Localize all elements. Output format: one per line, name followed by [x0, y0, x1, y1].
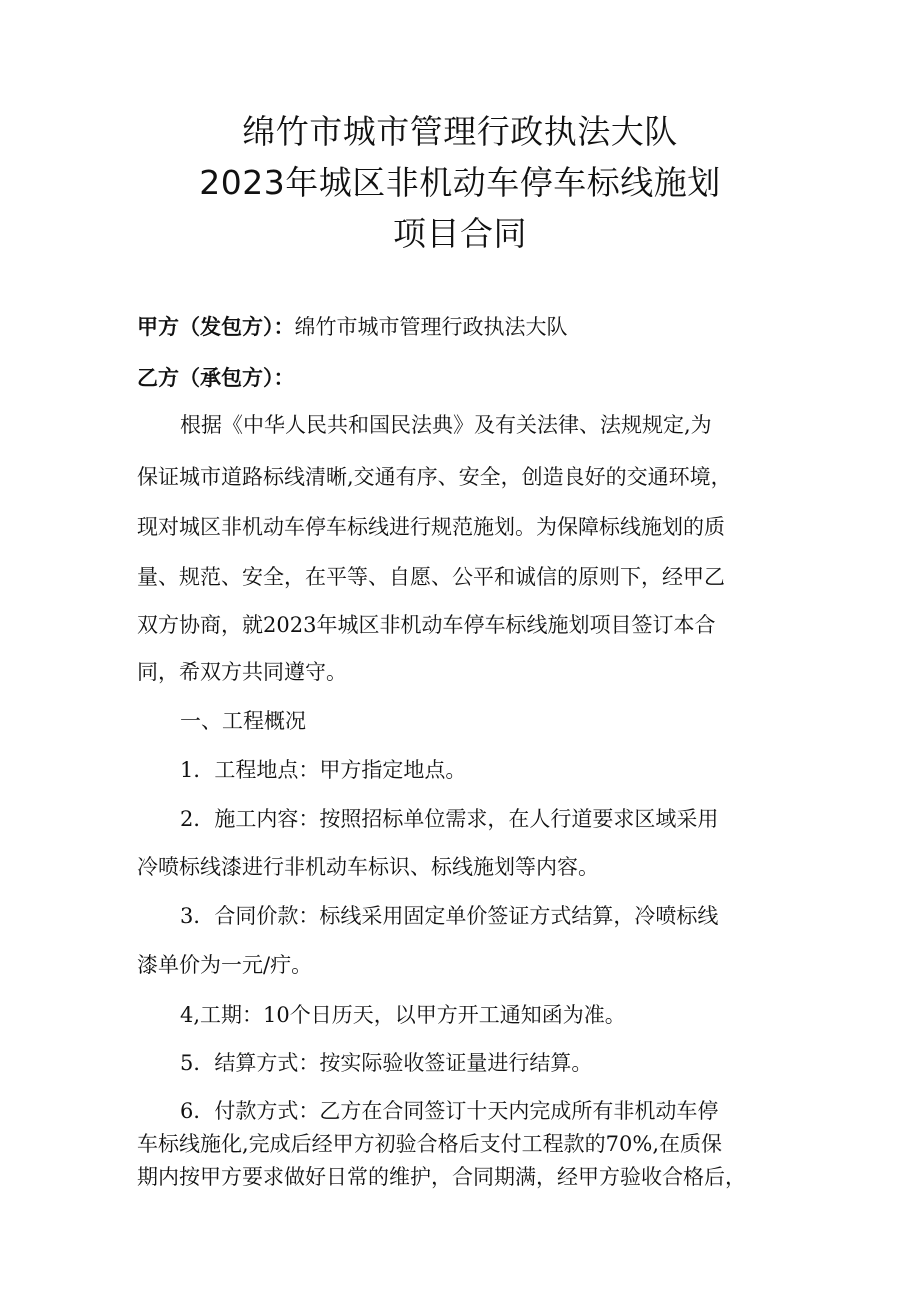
title-line-1: 绵竹市城市管理行政执法大队 — [242, 112, 678, 151]
party-a-value: 绵竹市城市管理行政执法大队 — [294, 315, 568, 339]
party-b — [137, 363, 295, 393]
clause-payment: 6．付款方式：乙方在合同签订十天内完成所有非机动车停 — [180, 1099, 719, 1123]
clause-price: 3．合同价款：标线采用固定单价签证方式结算，冷喷标线 — [180, 904, 719, 928]
party-b-label: 乙方（承包方）： — [137, 366, 295, 390]
clause-payment-cont: 车标线施化,完成后经甲方初验合格后支付工程款的70%,在质保 — [137, 1132, 723, 1156]
clause-price-cont: 漆单价为一元/疔。 — [137, 953, 313, 977]
preamble-line: 双方协商，就2023年城区非机动车停车标线施划项目签订本合 — [137, 613, 716, 637]
party-a-label: 甲方（发包方）： — [137, 315, 295, 339]
clause-payment-cont: 期内按甲方要求做好日常的维护，合同期满，经甲方验收合格后， — [137, 1165, 746, 1189]
section-heading: 一、工程概况 — [180, 709, 306, 733]
preamble-line: 保证城市道路标线清晰,交通有序、安全，创造良好的交通环境， — [137, 465, 732, 489]
clause-period: 4,工期：10个日历天，以甲方开工通知函为准。 — [180, 1003, 626, 1027]
title-line-3: 项目合同 — [393, 214, 527, 253]
clause-settlement: 5．结算方式：按实际验收签证量进行结算。 — [180, 1051, 593, 1075]
clause-content-cont: 冷喷标线漆进行非机动车标识、标线施划等内容。 — [137, 855, 599, 879]
party-a — [137, 312, 568, 342]
clause-content: 2．施工内容：按照招标单位需求，在人行道要求区域采用 — [180, 807, 719, 831]
title-line-2: 2023年城区非机动车停车标线施划 — [199, 163, 721, 202]
preamble-line: 根据《中华人民共和国民法典》及有关法律、法规规定,为 — [180, 413, 712, 437]
preamble-line: 现对城区非机动车停车标线进行规范施划。为保障标线施划的质 — [137, 515, 725, 539]
clause-location: 1．工程地点：甲方指定地点。 — [180, 758, 467, 782]
preamble-line: 同，希双方共同遵守。 — [137, 660, 347, 684]
preamble-line: 量、规范、安全，在平等、自愿、公平和诚信的原则下，经甲乙 — [137, 565, 725, 589]
